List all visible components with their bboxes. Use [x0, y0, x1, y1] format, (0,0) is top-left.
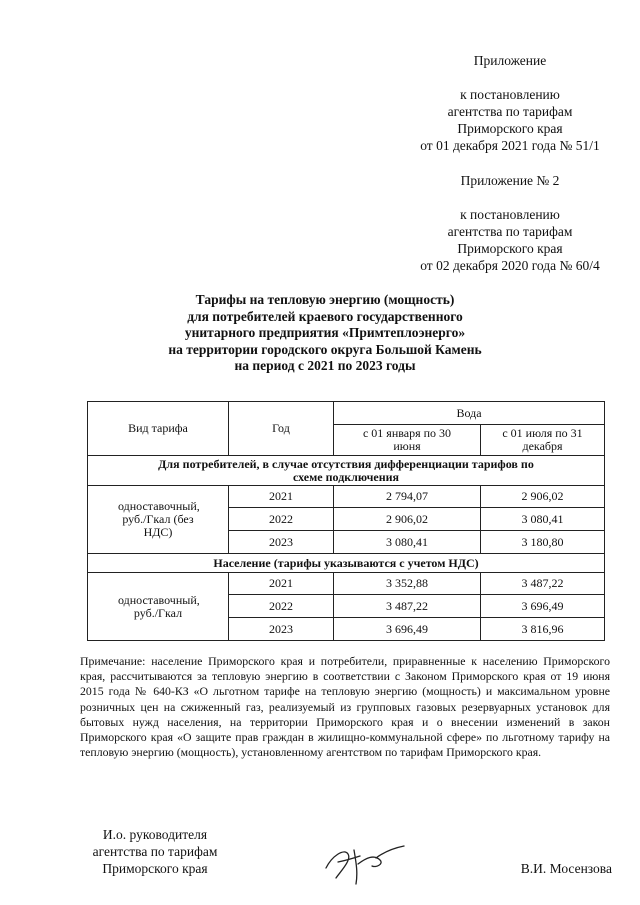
- region-line: Приморского края: [457, 121, 563, 136]
- year-cell: 2022: [229, 508, 334, 531]
- header-year: Год: [229, 402, 334, 456]
- header-tariff-type: Вид тарифа: [88, 402, 229, 456]
- value-cell: 2 794,07: [334, 486, 481, 508]
- value-cell: 3 352,88: [334, 573, 481, 595]
- value-cell: 3 696,49: [481, 595, 605, 618]
- group-header-population: Население (тарифы указываются с учетом НДС): [88, 554, 605, 573]
- year-cell: 2022: [229, 595, 334, 618]
- agency-line: агентства по тарифам: [447, 224, 573, 239]
- value-cell: 2 906,02: [481, 486, 605, 508]
- header-water: Вода: [334, 402, 605, 425]
- resolution-date-line: от 01 декабря 2021 года № 51/1: [420, 138, 600, 153]
- title-line: на период с 2021 по 2023 годы: [234, 358, 416, 373]
- tariff-table: [87, 401, 605, 641]
- title-line: унитарного предприятия «Примтеплоэнерго»: [184, 325, 466, 340]
- region-line: Приморского края: [457, 241, 563, 256]
- appendix-2-header: [380, 172, 640, 274]
- handwritten-signature: [318, 838, 408, 888]
- appendix-2-label: Приложение № 2: [460, 173, 560, 188]
- year-cell: 2021: [229, 573, 334, 595]
- value-cell: 3 487,22: [481, 573, 605, 595]
- group-header-consumers: Для потребителей, в случае отсутствия дифференциации тарифов по схеме подключения: [88, 456, 605, 486]
- position-line: агентства по тарифам: [92, 844, 218, 859]
- year-cell: 2023: [229, 531, 334, 554]
- value-cell: 3 080,41: [481, 508, 605, 531]
- note-paragraph: Примечание: население Приморского края и потребители, приравненные к населению Приморского края, рассчитываются за тепловую энергию в соответствии с Законом Приморского края от 19 июня 2015 года № 640-КЗ «О льготном тарифе на тепловую энергию (мощность) и максимальном уровне розничных цен на сжиженный газ, реализуемый из групповых газовых резервуарных установок для бытовых нужд населения, на территории Приморского края и о внесении изменений в закон Приморского края «О защите прав граждан в жилищно-коммунальной сфере» по льготному тарифу на тепловую энергию (мощность), установленному агентством по тарифам Приморского края.: [80, 654, 610, 760]
- value-cell: 3 816,96: [481, 618, 605, 641]
- signatory-position: [80, 826, 230, 877]
- value-cell: 3 487,22: [334, 595, 481, 618]
- appendix-header: [380, 52, 640, 154]
- header-period-2: с 01 июля по 31 декабря: [481, 425, 605, 456]
- value-cell: 3 180,80: [481, 531, 605, 554]
- title-line: Тарифы на тепловую энергию (мощность): [195, 292, 455, 307]
- header-period-1: с 01 января по 30 июня: [334, 425, 481, 456]
- document-title: [90, 292, 560, 375]
- tariff-label-consumers: одноставочный, руб./Гкал (без НДС): [88, 486, 229, 554]
- position-line: Приморского края: [102, 861, 208, 876]
- appendix-label: Приложение: [473, 53, 547, 68]
- agency-line: агентства по тарифам: [447, 104, 573, 119]
- resolution-ref-line: к постановлению: [460, 207, 560, 222]
- value-cell: 3 080,41: [334, 531, 481, 554]
- value-cell: 2 906,02: [334, 508, 481, 531]
- year-cell: 2021: [229, 486, 334, 508]
- year-cell: 2023: [229, 618, 334, 641]
- resolution-ref-line: к постановлению: [460, 87, 560, 102]
- resolution-date-line: от 02 декабря 2020 года № 60/4: [420, 258, 600, 273]
- signatory-name: В.И. Мосензова: [520, 861, 612, 876]
- position-line: И.о. руководителя: [102, 827, 208, 842]
- title-line: для потребителей краевого государственного: [187, 308, 463, 324]
- title-line: на территории городского округа Большой Камень: [168, 341, 482, 357]
- tariff-label-population: одноставочный, руб./Гкал: [88, 573, 229, 641]
- value-cell: 3 696,49: [334, 618, 481, 641]
